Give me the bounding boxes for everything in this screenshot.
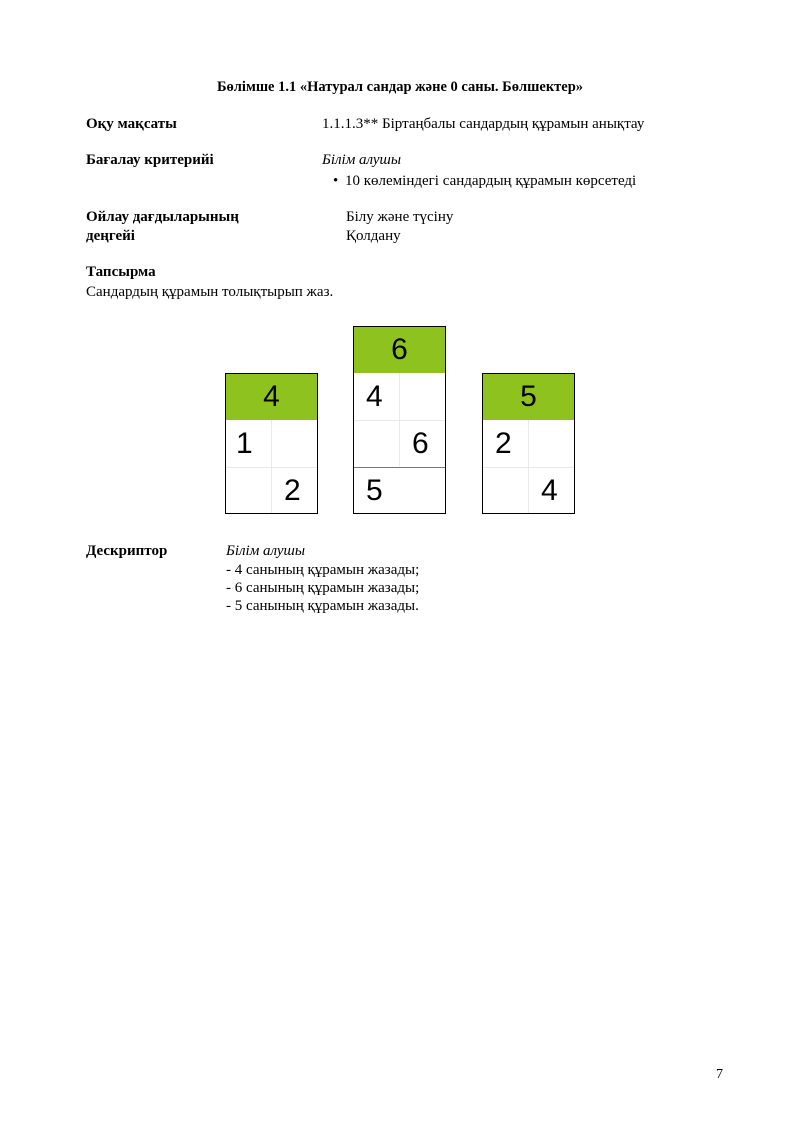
descriptor-item: - 4 санының құрамын жазады; (226, 562, 420, 578)
task-heading: Тапсырма (86, 264, 156, 280)
criteria-subject: Білім алушы (322, 152, 402, 168)
box-mid-right-part: 6 (412, 427, 429, 460)
box-top-left-part: 4 (366, 380, 383, 413)
number-box-4 (225, 373, 318, 514)
criteria-item: 10 көлеміндегі сандардың құрамын көрсетеді (345, 173, 637, 189)
criteria-label: Бағалау критерийі (86, 152, 214, 168)
page-title: Бөлімше 1.1 «Натурал сандар және 0 саны. Бөлшектер» (216, 79, 584, 95)
box-total: 6 (354, 327, 445, 373)
objective-label: Оқу мақсаты (86, 116, 177, 132)
cell-divider (226, 467, 317, 468)
descriptor-subject: Білім алушы (226, 543, 306, 559)
box-separator (354, 467, 445, 468)
box-right-part: 4 (541, 474, 558, 507)
descriptor-item: - 6 санының құрамын жазады; (226, 580, 420, 596)
box-total: 4 (226, 374, 317, 420)
task-text: Сандардың құрамын толықтырып жаз. (86, 284, 334, 300)
criteria-bullet: • (333, 173, 339, 189)
page-number: 7 (716, 1067, 723, 1082)
thinking-label-line2: деңгейі (86, 228, 135, 244)
number-box-5 (482, 373, 575, 514)
thinking-value-line1: Білу және түсіну (346, 209, 454, 225)
descriptor-label: Дескриптор (86, 543, 168, 559)
box-left-part: 1 (236, 427, 253, 460)
box-left-part: 2 (495, 427, 512, 460)
box-bottom-left-part: 5 (366, 474, 383, 507)
box-total: 5 (483, 374, 574, 420)
cell-divider (354, 420, 445, 421)
thinking-label-line1: Ойлау дағдыларының (86, 209, 239, 225)
cell-divider (483, 467, 574, 468)
descriptor-item: - 5 санының құрамын жазады. (226, 598, 419, 614)
thinking-value-line2: Қолдану (346, 228, 401, 244)
number-box-6 (353, 326, 446, 514)
box-right-part: 2 (284, 474, 301, 507)
objective-value: 1.1.1.3** Біртаңбалы сандардың құрамын анықтау (322, 116, 645, 132)
